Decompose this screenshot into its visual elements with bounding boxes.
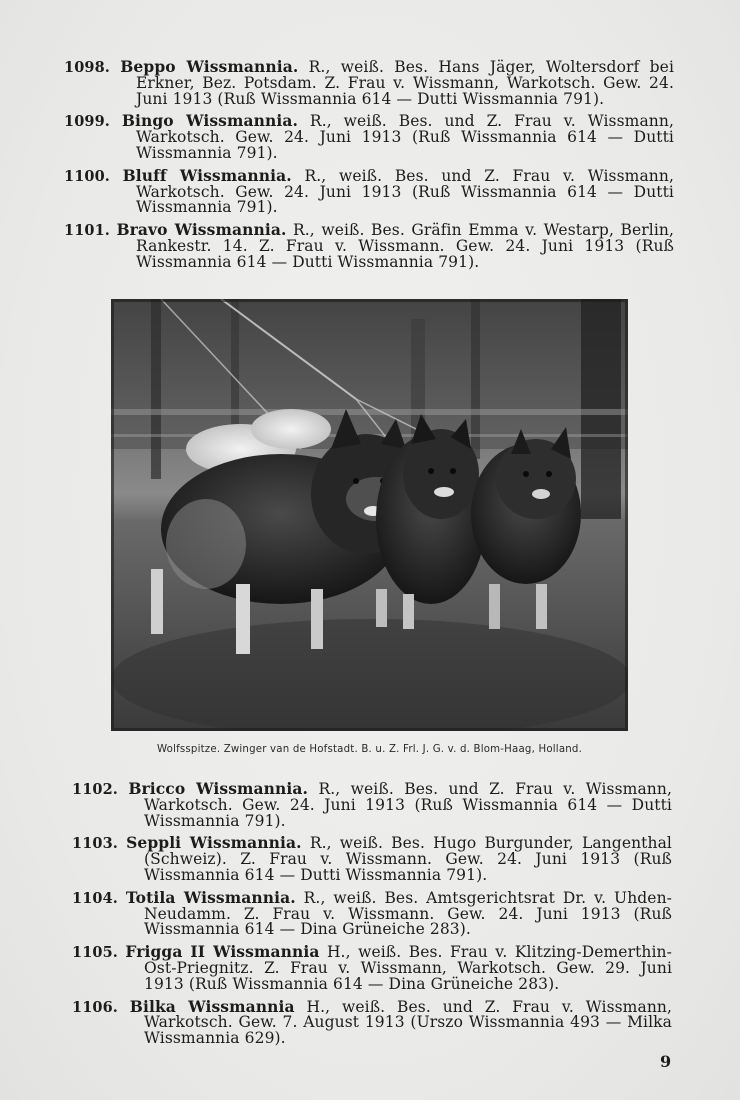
dog-name: Beppo Wissmannia. [120,57,299,76]
entry-text: H., weiß. Bes. Frau v. Klitzing-Demerthin-Ost-Priegnitz. Z. Frau v. Wissmann, Warkotsch. Gew. 29. Juni 1913 (Ruß Wissmannia 614 — Dina Grüneiche 283). [144,943,672,993]
entry-1106 [72,996,673,1048]
entry-number: 1100. [64,167,110,185]
entry-text: R., weiß. Bes. und Z. Frau v. Wissmann, Warkotsch. Gew. 24. Juni 1913 (Ruß Wissmannia 614 — Dutti Wissmannia 791). [136,112,674,162]
entry-text: R., weiß. Bes. und Z. Frau v. Wissmann, Warkotsch. Gew. 24. Juni 1913 (Ruß Wissmannia 614 — Dutti Wissmannia 791). [136,166,675,217]
photo-caption: Wolfsspitze. Zwinger van de Hofstadt. B. u. Z. Frl. J. G. v. d. Blom-Haag, Holland. [156,744,583,755]
entry-1099 [64,113,674,161]
entry-1098 [64,59,674,107]
entries-bottom [72,781,672,1053]
entry-text: R., weiß. Bes. Hugo Burgunder, Langenthal (Schweiz). Z. Frau v. Wissmann. Gew. 24. Juni 1913 (Ruß Wissmannia 614 — Dutti Wissmannia 791). [144,834,672,884]
entries-top [64,59,674,277]
entry-text: R., weiß. Bes. Amtsgerichtsrat Dr. v. Uhden-Neudamm. Z. Frau v. Wissmann. Gew. 24. Juni 1913 (Ruß Wissmannia 614 — Dina Grüneiche 283). [144,888,673,939]
dog-name: Bricco Wissmannia. [128,779,309,798]
dog-photograph [111,299,628,731]
entry-text: R., weiß. Bes. und Z. Frau v. Wissmann, Warkotsch. Gew. 24. Juni 1913 (Ruß Wissmannia 614 — Dutti Wissmannia 791). [144,780,672,830]
dog-name: Bilka Wissmannia [129,996,295,1016]
entry-number: 1106. [72,998,118,1016]
dog-name: Bingo Wissmannia. [121,111,299,131]
entry-number: 1104. [72,889,118,907]
entry-number: 1102. [72,781,118,798]
dog-name: Bluff Wissmannia. [122,165,292,185]
entry-1105 [72,944,672,992]
entry-1104 [72,887,673,939]
dog-name: Totila Wissmannia. [125,887,296,907]
entry-1103 [72,835,672,883]
entry-1100 [64,165,675,217]
entry-1102 [72,781,672,829]
dog-name: Seppli Wissmannia. [126,833,302,853]
entry-number: 1101. [64,222,110,240]
entry-1101 [64,222,674,270]
entry-number: 1099. [64,113,110,131]
page-number: 9 [660,1052,672,1071]
entry-text: H., weiß. Bes. und Z. Frau v. Wissmann, Warkotsch. Gew. 7. August 1913 (Urszo Wissmannia 493 — Milka Wissmannia 629). [144,997,673,1048]
entry-text: R., weiß. Bes. Gräfin Emma v. Westarp, Berlin, Rankestr. 14. Z. Frau v. Wissmann. Gew. 24. Juni 1913 (Ruß Wissmannia 614 — Dutti Wissmannia 791). [136,221,674,271]
dog-name: Frigga II Wissmannia [125,942,320,962]
entry-text: R., weiß. Bes. Hans Jäger, Woltersdorf bei Erkner, Bez. Potsdam. Z. Frau v. Wissmann, Warkotsch. Gew. 24. Juni 1913 (Ruß Wissmannia 614 — Dutti Wissmannia 791). [136,58,675,108]
entry-number: 1103. [72,835,118,853]
entry-number: 1098. [64,59,110,76]
dog-name: Bravo Wissmannia. [116,220,287,240]
entry-number: 1105. [72,944,118,962]
